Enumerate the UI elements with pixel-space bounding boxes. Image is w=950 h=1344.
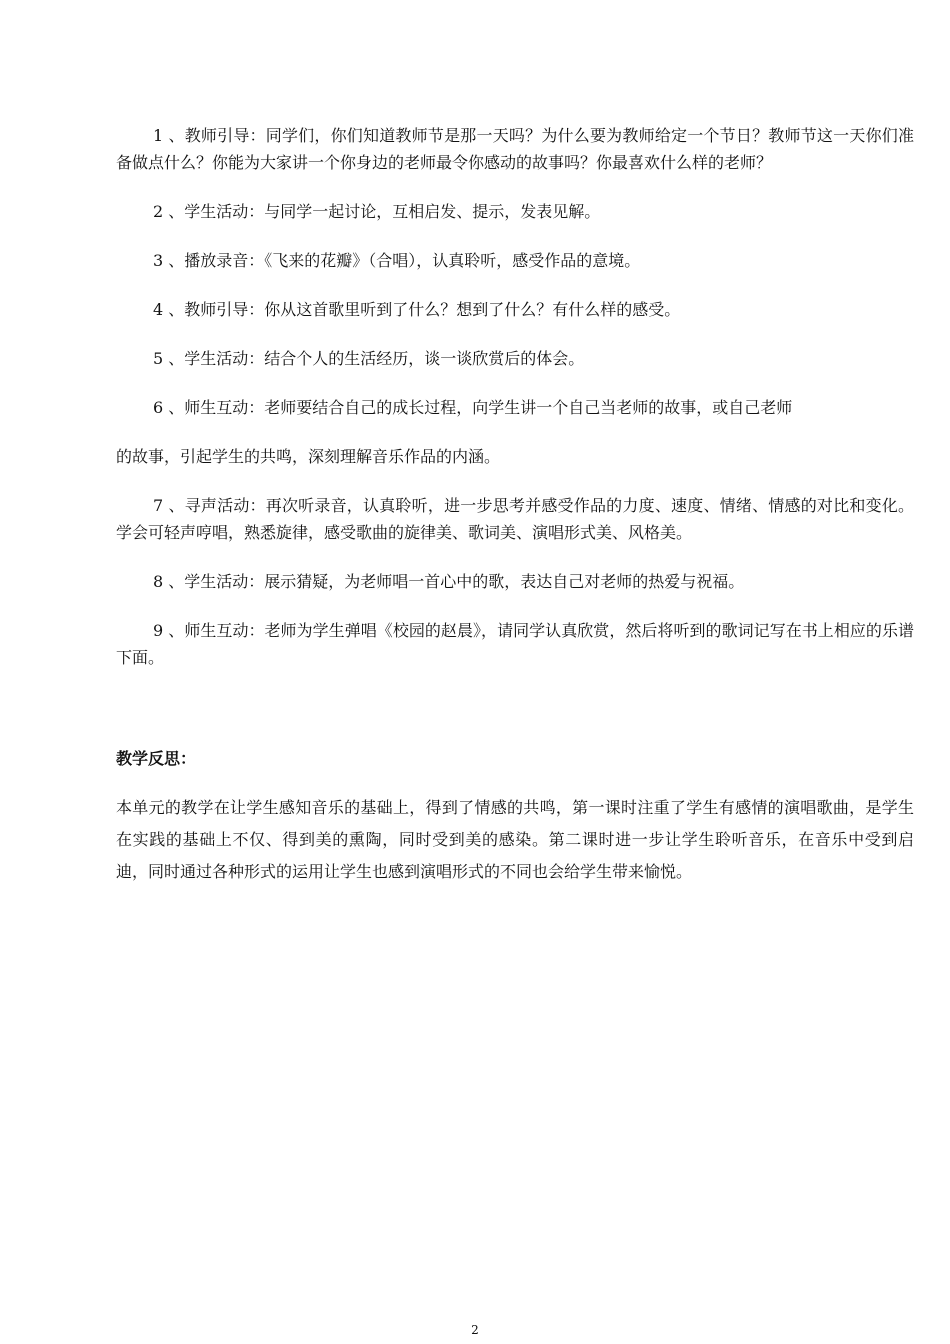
step-5-paragraph: 5 、学生活动：结合个人的生活经历，谈一谈欣赏后的体会。	[153, 349, 585, 368]
reflection-heading: 教学反思：	[116, 749, 197, 768]
reflection-paragraph: 本单元的教学在让学生感知音乐的基础上，得到了情感的共鸣，第一课时注重了学生有感情的演唱歌曲，是学生在实践的基础上不仅、得到美的熏陶，同时受到美的感染。第二课时进一步让学生聆听音乐，在音乐中受到启迪，同时通过各种形式的运用让学生也感到演唱形式的不同也会给学生带来愉悦。	[116, 798, 914, 881]
step-6-continuation: 的故事，引起学生的共鸣，深刻理解音乐作品的内涵。	[116, 447, 501, 466]
step-2-paragraph: 2 、学生活动：与同学一起讨论，互相启发、提示，发表见解。	[153, 202, 601, 221]
step-9-paragraph: 9 、师生互动：老师为学生弹唱《校园的赵晨》，请同学认真欣赏，然后将听到的歌词记写在书上相应的乐谱下面。	[116, 621, 914, 667]
step-3-paragraph: 3 、播放录音：《飞来的花瓣》（合唱），认真聆听，感受作品的意境。	[153, 251, 641, 270]
step-8-paragraph: 8 、学生活动：展示猜疑，为老师唱一首心中的歌，表达自己对老师的热爱与祝福。	[153, 572, 745, 591]
document-body	[116, 122, 914, 888]
step-7-paragraph: 7 、寻声活动：再次听录音，认真聆听，进一步思考并感受作品的力度、速度、情绪、情感的对比和变化。学会可轻声哼唱，熟悉旋律，感受歌曲的旋律美、歌词美、演唱形式美、风格美。	[116, 496, 914, 542]
step-1-paragraph: 1 、教师引导：同学们，你们知道教师节是那一天吗？为什么要为教师给定一个节日？教师节这一天你们准备做点什么？你能为大家讲一个你身边的老师最令你感动的故事吗？你最喜欢什么样的老师？	[116, 126, 914, 172]
page-number: 2	[471, 1323, 479, 1337]
step-6-paragraph: 6 、师生互动：老师要结合自己的成长过程，向学生讲一个自己当老师的故事，或自己老师	[153, 398, 793, 417]
step-4-paragraph: 4 、教师引导：你从这首歌里听到了什么？想到了什么？有什么样的感受。	[153, 300, 681, 319]
